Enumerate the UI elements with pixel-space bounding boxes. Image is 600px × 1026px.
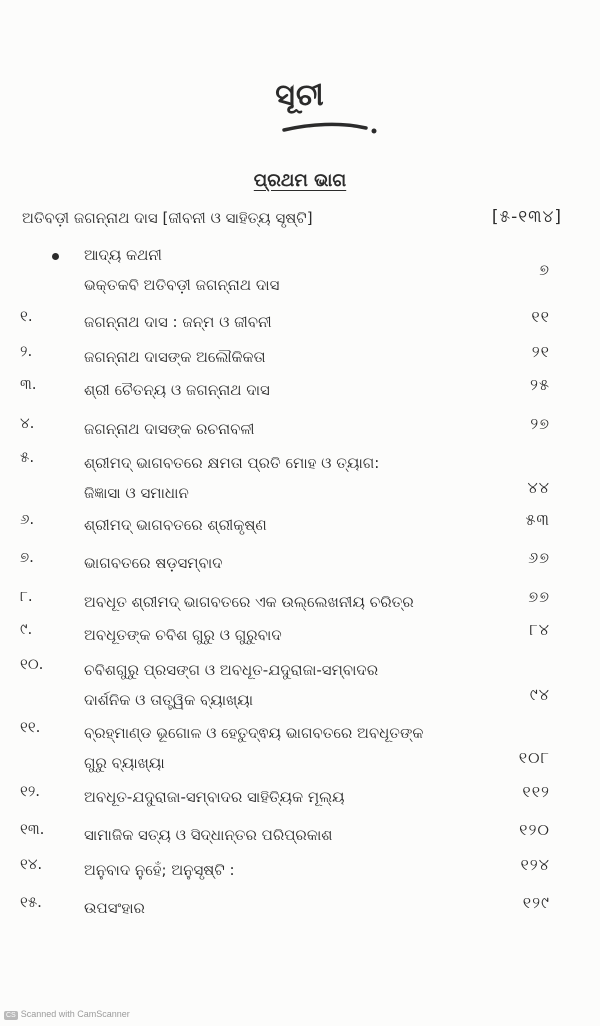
toc-entry-page: ୧୨୪ <box>520 855 550 874</box>
section-heading-row <box>22 207 562 235</box>
toc-entry-number: ୬. <box>20 510 35 528</box>
scanner-footer <box>4 1009 130 1020</box>
toc-entry-page: ୯୪ <box>529 685 550 704</box>
camscanner-logo-icon: CS <box>6 1012 16 1019</box>
toc-entry-page: ୨୧ <box>531 342 550 361</box>
toc-entry-text: ଅନୁବାଦ ନୁହେଁ; ଅନୁସୃଷ୍ଟି : <box>84 861 235 879</box>
toc-entry-text: ଅବଧୂତଙ୍କ ଚବିଶ ଗୁରୁ ଓ ଗୁରୁବାଦ <box>84 626 282 644</box>
part-heading: ପ୍ରଥମ ଭାଗ <box>253 170 347 191</box>
toc-entry-page: ୧୧ <box>531 307 550 326</box>
toc-entry-text: ଭକ୍ତକବି ଅତିବଡ଼ୀ ଜଗନ୍ନାଥ ଦାସ <box>84 276 280 294</box>
toc-entry-text: ଉପସଂହାର <box>84 899 145 917</box>
toc-entry-number: ୨. <box>20 342 33 360</box>
toc-entry-page: ୧୨୯ <box>522 893 550 912</box>
page-title: ସୂଚୀ <box>275 78 325 113</box>
toc-entry-text: ବ୍ରହ୍ମାଣ୍ଡ ଭୂଗୋଳ ଓ ହେତୁଦ୍ଵୟ ଭାଗବତରେ ଅବଧୂତଙ୍କ <box>84 724 424 742</box>
toc-entry-page: ୨୫ <box>530 375 550 394</box>
toc-entry-text: ସାମାଜିକ ସତ୍ୟ ଓ ସିଦ୍ଧାନ୍ତର ପରିପ୍ରକାଶ <box>84 826 333 844</box>
toc-entry-text: ଶ୍ରୀମଦ୍ ଭାଗବତରେ ଶ୍ରୀକୃଷ୍ଣ <box>84 516 267 534</box>
toc-entry-page: ୭୭ <box>528 587 550 606</box>
toc-entry-text: ଜଗନ୍ନାଥ ଦାସଙ୍କ ଅଲୌକିକତା <box>84 348 266 366</box>
toc-entry-page: ୪୪ <box>527 478 550 497</box>
intro-heading: ଆଦ୍ୟ କଥନୀ <box>84 246 162 264</box>
toc-entry-text: ଭାଗବତରେ ଷଡ଼ସମ୍ବାଦ <box>84 554 223 572</box>
toc-entry-number: ୭. <box>20 548 34 566</box>
toc-entry-text-continued: ଗୁରୁ ବ୍ୟାଖ୍ୟା <box>84 754 165 772</box>
toc-entry-number: ୧୩. <box>20 820 45 838</box>
section-title: ଅତିବଡ଼ୀ ଜଗନ୍ନାଥ ଦାସ [ଜୀବନୀ ଓ ସାହିତ୍ୟ ସୃଷ୍ଟି] <box>22 209 313 227</box>
footer-text: Scanned with CamScanner <box>20 1009 130 1019</box>
toc-entry-number: ୧୦. <box>20 655 44 673</box>
toc-entry-number: ୫. <box>20 448 35 466</box>
toc-entry-page: ୧୧୨ <box>522 782 550 801</box>
toc-entry-number: ୧. <box>20 307 33 325</box>
title-flourish <box>280 118 380 140</box>
toc-entry-page: ୧୨୦ <box>519 820 550 839</box>
toc-entry-number: ୧୫. <box>20 893 42 911</box>
toc-entry-number: ୪. <box>20 414 35 432</box>
toc-entry-text-continued: ଦାର୍ଶନିକ ଓ ତାତ୍ତ୍ୱିକ ବ୍ୟାଖ୍ୟା <box>84 691 254 709</box>
toc-entry-number: ୧୧. <box>20 718 41 736</box>
toc-entry-text: ଶ୍ରୀମଦ୍ ଭାଗବତରେ କ୍ଷମତା ପ୍ରତି ମୋହ ଓ ତ୍ୟାଗ: <box>84 454 380 472</box>
toc-entry-text: ଶ୍ରୀ ଚୈତନ୍ୟ ଓ ଜଗନ୍ନାଥ ଦାସ <box>84 381 270 399</box>
toc-entry-text: ଜଗନ୍ନାଥ ଦାସ : ଜନ୍ମ ଓ ଜୀବନୀ <box>84 313 272 331</box>
toc-entry-page: ୧୦୮ <box>518 748 550 767</box>
bullet-icon <box>52 253 59 260</box>
toc-entry-page: ୭ <box>539 260 550 279</box>
toc-entry-page: ୨୭ <box>530 414 550 433</box>
toc-entry-text: ଚବିଶଗୁରୁ ପ୍ରସଙ୍ଗ ଓ ଅବଧୂତ-ଯଦୁରାଜା-ସମ୍ବାଦର <box>84 661 379 679</box>
section-page-range: [୫-୧୩୪] <box>491 207 562 227</box>
toc-entry-text: ଅବଧୂତ-ଯଦୁରାଜା-ସମ୍ବାଦର ସାହିତ୍ୟିକ ମୂଲ୍ୟ <box>84 788 345 806</box>
toc-entry-number: ୮. <box>20 587 33 605</box>
toc-entry-page: ୮୪ <box>529 620 550 639</box>
toc-entry-number: ୧୪. <box>20 855 43 873</box>
toc-entry-number: ୩. <box>20 375 37 393</box>
toc-entry-number: ୯. <box>20 620 33 638</box>
toc-entry-text-continued: ଜିଜ୍ଞାସା ଓ ସମାଧାନ <box>84 484 189 502</box>
toc-entry-page: ୫୩ <box>525 510 550 529</box>
toc-entry-text: ଜଗନ୍ନାଥ ଦାସଙ୍କ ରଚନାବଳୀ <box>84 420 255 438</box>
toc-entry-number: ୧୨. <box>20 782 41 800</box>
toc-entry-text: ଅବଧୂତ ଶ୍ରୀମଦ୍ ଭାଗବତରେ ଏକ ଉଲ୍ଲେଖନୀୟ ଚରିତ୍ର <box>84 593 414 611</box>
toc-entry-page: ୬୭ <box>528 548 550 567</box>
